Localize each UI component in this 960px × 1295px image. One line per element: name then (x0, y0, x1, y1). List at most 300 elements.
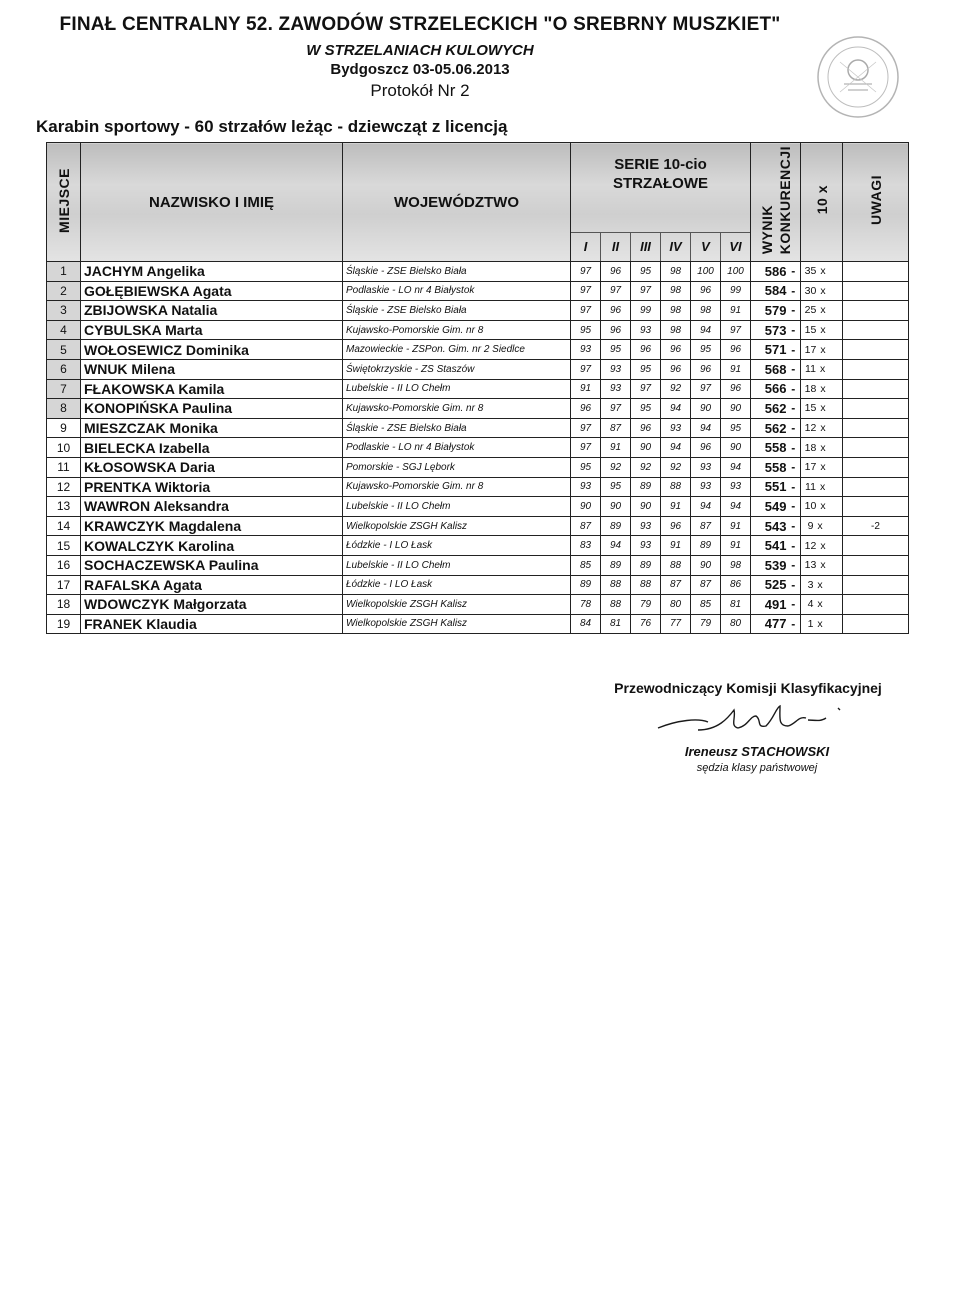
series-score: 96 (691, 281, 721, 301)
competitor-club: Lubelskie - II LO Chełm (343, 379, 571, 399)
tens-marker: x (817, 520, 823, 533)
tens-cell (801, 320, 843, 340)
table-row (47, 575, 909, 595)
competitor-club: Wielkopolskie ZSGH Kalisz (343, 516, 571, 536)
series-score: 93 (691, 477, 721, 497)
competitor-name: WOŁOSEWICZ Dominika (81, 340, 343, 360)
tens-cell (801, 477, 843, 497)
series-score: 93 (631, 320, 661, 340)
remark-cell: -2 (843, 516, 909, 536)
series-score: 96 (691, 359, 721, 379)
series-score: 93 (691, 457, 721, 477)
series-score: 97 (571, 438, 601, 458)
series-label: VI (720, 233, 750, 261)
series-score: 93 (631, 536, 661, 556)
remark-cell (843, 614, 909, 634)
series-score: 88 (631, 575, 661, 595)
series-score: 90 (601, 497, 631, 517)
series-score: 76 (631, 614, 661, 634)
competitor-name: WNUK Milena (81, 359, 343, 379)
competitor-club: Lubelskie - II LO Chełm (343, 555, 571, 575)
result-separator: - (787, 497, 801, 517)
series-score: 87 (601, 418, 631, 438)
competitor-club: Kujawsko-Pomorskie Gim. nr 8 (343, 399, 571, 419)
remark-cell (843, 340, 909, 360)
remark-cell (843, 320, 909, 340)
series-score: 90 (631, 438, 661, 458)
tens-marker: x (820, 422, 826, 435)
tens-cell (801, 379, 843, 399)
signature-block (598, 680, 898, 774)
series-score: 81 (601, 614, 631, 634)
series-score: 91 (721, 516, 751, 536)
table-row (47, 555, 909, 575)
series-score: 91 (721, 536, 751, 556)
table-row (47, 457, 909, 477)
tens-marker: x (817, 598, 823, 611)
tens-cell (801, 281, 843, 301)
result-separator: - (787, 340, 801, 360)
competitor-club: Lubelskie - II LO Chełm (343, 497, 571, 517)
official-stamp-icon (808, 32, 908, 122)
place-cell: 16 (47, 555, 81, 575)
series-score: 91 (661, 497, 691, 517)
competitor-club: Podlaskie - LO nr 4 Białystok (343, 438, 571, 458)
result-separator: - (787, 359, 801, 379)
series-score: 83 (571, 536, 601, 556)
header-name: NAZWISKO I IMIĘ (81, 143, 343, 262)
series-score: 87 (571, 516, 601, 536)
remark-cell (843, 301, 909, 321)
series-score: 96 (571, 399, 601, 419)
series-score: 87 (661, 575, 691, 595)
series-score: 94 (601, 536, 631, 556)
series-score: 92 (601, 457, 631, 477)
tens-marker: x (820, 304, 826, 317)
competitor-club: Pomorskie - SGJ Lębork (343, 457, 571, 477)
series-score: 97 (571, 281, 601, 301)
tens-cell (801, 438, 843, 458)
series-score: 97 (631, 379, 661, 399)
table-row (47, 536, 909, 556)
place-cell: 3 (47, 301, 81, 321)
tens-count: 15 (804, 402, 817, 415)
table-row (47, 379, 909, 399)
series-score: 97 (571, 359, 601, 379)
results-table (46, 142, 909, 634)
tens-cell (801, 359, 843, 379)
series-score: 95 (721, 418, 751, 438)
remark-cell (843, 575, 909, 595)
series-score: 96 (691, 438, 721, 458)
result-cell: 525 (751, 575, 787, 595)
series-score: 86 (721, 575, 751, 595)
tens-count: 12 (804, 422, 817, 435)
header-place: MIEJSCE (47, 143, 81, 262)
series-score: 93 (601, 379, 631, 399)
place-cell: 19 (47, 614, 81, 634)
result-cell: 584 (751, 281, 787, 301)
result-cell: 568 (751, 359, 787, 379)
results-body (47, 262, 909, 634)
tens-cell (801, 555, 843, 575)
competitor-name: KOWALCZYK Karolina (81, 536, 343, 556)
result-separator: - (787, 595, 801, 615)
result-cell: 551 (751, 477, 787, 497)
tens-count: 30 (804, 284, 817, 297)
result-separator: - (787, 614, 801, 634)
series-score: 100 (691, 262, 721, 282)
competitor-club: Podlaskie - LO nr 4 Białystok (343, 281, 571, 301)
place-cell: 15 (47, 536, 81, 556)
table-row (47, 516, 909, 536)
tens-marker: x (819, 480, 826, 493)
series-score: 90 (721, 438, 751, 458)
series-score: 90 (631, 497, 661, 517)
remark-cell (843, 359, 909, 379)
tens-marker: x (820, 461, 826, 474)
signatory-role: sędzia klasy państwowej (696, 762, 818, 774)
result-cell: 558 (751, 438, 787, 458)
series-score: 98 (661, 281, 691, 301)
result-cell: 549 (751, 497, 787, 517)
remark-cell (843, 379, 909, 399)
table-row (47, 497, 909, 517)
series-score: 93 (601, 359, 631, 379)
tens-count: 15 (804, 324, 817, 337)
series-score: 90 (721, 399, 751, 419)
competitor-name: GOŁĘBIEWSKA Agata (81, 281, 343, 301)
series-score: 97 (721, 320, 751, 340)
result-separator: - (787, 281, 801, 301)
series-score: 90 (571, 497, 601, 517)
series-score: 96 (721, 379, 751, 399)
remark-cell (843, 262, 909, 282)
tens-marker: x (820, 284, 826, 297)
competitor-club: Śląskie - ZSE Bielsko Biała (343, 262, 571, 282)
remark-cell (843, 555, 909, 575)
tens-marker: x (817, 617, 823, 630)
place-and-date: Bydgoszcz 03-05.06.2013 (330, 61, 510, 78)
result-cell: 541 (751, 536, 787, 556)
series-score: 98 (661, 320, 691, 340)
result-cell: 571 (751, 340, 787, 360)
competitor-name: KŁOSOWSKA Daria (81, 457, 343, 477)
series-score: 96 (631, 340, 661, 360)
series-score: 97 (691, 379, 721, 399)
series-score: 98 (661, 262, 691, 282)
series-score: 85 (571, 555, 601, 575)
competitor-club: Świętokrzyskie - ZS Staszów (343, 359, 571, 379)
series-score: 92 (661, 379, 691, 399)
tens-count: 18 (804, 382, 817, 395)
table-row (47, 477, 909, 497)
tens-count: 25 (804, 304, 817, 317)
series-numbers (571, 232, 750, 261)
remark-cell (843, 497, 909, 517)
remark-cell (843, 418, 909, 438)
series-score: 94 (691, 320, 721, 340)
series-score: 95 (601, 340, 631, 360)
table-row (47, 320, 909, 340)
series-score: 99 (721, 281, 751, 301)
tens-cell (801, 595, 843, 615)
series-score: 97 (571, 262, 601, 282)
series-score: 87 (691, 575, 721, 595)
tens-marker: x (820, 402, 826, 415)
series-score: 98 (721, 555, 751, 575)
series-score: 97 (571, 418, 601, 438)
competitor-name: BIELECKA Izabella (81, 438, 343, 458)
series-score: 96 (601, 301, 631, 321)
series-score: 89 (601, 555, 631, 575)
tens-cell (801, 418, 843, 438)
tens-count: 17 (804, 343, 817, 356)
series-score: 98 (661, 301, 691, 321)
tens-cell (801, 340, 843, 360)
tens-count: 9 (807, 520, 814, 533)
tens-cell (801, 575, 843, 595)
competitor-club: Kujawsko-Pomorskie Gim. nr 8 (343, 320, 571, 340)
series-score: 97 (571, 301, 601, 321)
series-score: 91 (721, 301, 751, 321)
tens-count: 13 (804, 559, 817, 572)
tens-cell (801, 301, 843, 321)
tens-count: 17 (804, 461, 817, 474)
place-cell: 11 (47, 457, 81, 477)
series-score: 80 (661, 595, 691, 615)
result-cell: 543 (751, 516, 787, 536)
tens-count: 1 (807, 617, 814, 630)
series-score: 92 (631, 457, 661, 477)
series-score: 89 (631, 555, 661, 575)
competitor-name: FRANEK Klaudia (81, 614, 343, 634)
competitor-club: Wielkopolskie ZSGH Kalisz (343, 614, 571, 634)
place-cell: 1 (47, 262, 81, 282)
remark-cell (843, 457, 909, 477)
tens-marker: x (820, 559, 826, 572)
tens-count: 4 (807, 598, 814, 611)
result-separator: - (787, 536, 801, 556)
series-score: 90 (691, 399, 721, 419)
competitor-club: Mazowieckie - ZSPon. Gim. nr 2 Siedlce (343, 340, 571, 360)
series-score: 97 (601, 399, 631, 419)
remark-cell (843, 477, 909, 497)
series-score: 94 (661, 438, 691, 458)
place-cell: 5 (47, 340, 81, 360)
series-score: 95 (571, 320, 601, 340)
series-label: V (690, 233, 720, 261)
place-cell: 4 (47, 320, 81, 340)
competitor-name: ZBIJOWSKA Natalia (81, 301, 343, 321)
series-score: 89 (571, 575, 601, 595)
result-cell: 562 (751, 399, 787, 419)
place-cell: 7 (47, 379, 81, 399)
series-score: 91 (661, 536, 691, 556)
series-score: 93 (631, 516, 661, 536)
series-score: 89 (631, 477, 661, 497)
series-label: III (630, 233, 660, 261)
place-cell: 14 (47, 516, 81, 536)
competitor-club: Śląskie - ZSE Bielsko Biała (343, 418, 571, 438)
series-score: 92 (661, 457, 691, 477)
tens-marker: x (817, 578, 823, 591)
series-score: 93 (571, 340, 601, 360)
place-cell: 2 (47, 281, 81, 301)
series-score: 93 (721, 477, 751, 497)
table-header-row (47, 143, 909, 262)
series-score: 94 (691, 497, 721, 517)
series-score: 85 (691, 595, 721, 615)
series-score: 96 (661, 516, 691, 536)
tens-marker: x (820, 382, 826, 395)
competitor-club: Kujawsko-Pomorskie Gim. nr 8 (343, 477, 571, 497)
remark-cell (843, 399, 909, 419)
competitor-name: WAWRON Aleksandra (81, 497, 343, 517)
series-score: 97 (631, 281, 661, 301)
result-separator: - (787, 301, 801, 321)
header-result: WYNIK KONKURENCJI (751, 143, 801, 262)
result-cell: 491 (751, 595, 787, 615)
series-label: I (583, 239, 588, 254)
series-score: 80 (721, 614, 751, 634)
series-score: 78 (571, 595, 601, 615)
series-score: 96 (661, 340, 691, 360)
remark-cell (843, 536, 909, 556)
place-cell: 10 (47, 438, 81, 458)
competitor-name: SOCHACZEWSKA Paulina (81, 555, 343, 575)
result-separator: - (787, 457, 801, 477)
result-cell: 566 (751, 379, 787, 399)
series-score: 95 (691, 340, 721, 360)
tens-marker: x (820, 500, 826, 513)
result-separator: - (787, 262, 801, 282)
series-score: 100 (721, 262, 751, 282)
series-score: 96 (631, 418, 661, 438)
competitor-club: Łódzkie - I LO Łask (343, 575, 571, 595)
header-remarks: UWAGI (843, 143, 909, 262)
place-cell: 17 (47, 575, 81, 595)
competitor-name: KONOPIŃSKA Paulina (81, 399, 343, 419)
tens-cell (801, 262, 843, 282)
signatory-name: Ireneusz STACHOWSKI (684, 744, 830, 759)
series-score: 88 (661, 555, 691, 575)
series-score: 94 (721, 497, 751, 517)
tens-cell (801, 457, 843, 477)
series-score: 89 (601, 516, 631, 536)
handwritten-signature-icon (638, 698, 858, 740)
place-cell: 12 (47, 477, 81, 497)
series-score: 95 (601, 477, 631, 497)
remark-cell (843, 438, 909, 458)
result-separator: - (787, 379, 801, 399)
series-score: 95 (571, 457, 601, 477)
document-subtitle: W STRZELANIACH KULOWYCH (306, 42, 534, 59)
signature-title: Przewodniczący Komisji Klasyfikacyjnej (614, 680, 882, 696)
series-score: 88 (601, 575, 631, 595)
result-separator: - (787, 418, 801, 438)
series-score: 96 (721, 340, 751, 360)
result-cell: 586 (751, 262, 787, 282)
competitor-club: Śląskie - ZSE Bielsko Biała (343, 301, 571, 321)
result-separator: - (787, 477, 801, 497)
remark-cell (843, 281, 909, 301)
tens-marker: x (820, 539, 826, 552)
table-row (47, 418, 909, 438)
series-score: 99 (631, 301, 661, 321)
series-score: 84 (571, 614, 601, 634)
series-score: 77 (661, 614, 691, 634)
header-region: WOJEWÓDZTWO (343, 143, 571, 262)
series-score: 96 (601, 320, 631, 340)
series-score: 95 (631, 359, 661, 379)
result-cell: 558 (751, 457, 787, 477)
tens-count: 18 (804, 441, 817, 454)
tens-cell (801, 614, 843, 634)
result-cell: 477 (751, 614, 787, 634)
series-score: 97 (601, 281, 631, 301)
competitor-name: JACHYM Angelika (81, 262, 343, 282)
series-score: 91 (601, 438, 631, 458)
series-score: 94 (661, 399, 691, 419)
result-separator: - (787, 575, 801, 595)
place-cell: 6 (47, 359, 81, 379)
series-score: 96 (601, 262, 631, 282)
tens-count: 11 (805, 363, 816, 376)
table-row (47, 281, 909, 301)
result-cell: 579 (751, 301, 787, 321)
series-score: 94 (691, 418, 721, 438)
result-separator: - (787, 438, 801, 458)
series-score: 88 (661, 477, 691, 497)
series-label: II (600, 233, 630, 261)
series-score: 96 (661, 359, 691, 379)
result-separator: - (787, 320, 801, 340)
tens-count: 10 (804, 500, 817, 513)
series-score: 79 (631, 595, 661, 615)
competitor-name: PRENTKA Wiktoria (81, 477, 343, 497)
competitor-name: MIESZCZAK Monika (81, 418, 343, 438)
document-title: FINAŁ CENTRALNY 52. ZAWODÓW STRZELECKICH "O SREBRNY MUSZKIET" (59, 14, 781, 35)
place-cell: 9 (47, 418, 81, 438)
competitor-name: KRAWCZYK Magdalena (81, 516, 343, 536)
place-cell: 18 (47, 595, 81, 615)
place-cell: 13 (47, 497, 81, 517)
header-series: SERIE 10-cio STRZAŁOWE I II III IV V VI (571, 143, 751, 262)
series-score: 90 (691, 555, 721, 575)
tens-marker: x (820, 265, 826, 278)
tens-marker: x (820, 343, 826, 356)
result-cell: 539 (751, 555, 787, 575)
remark-cell (843, 595, 909, 615)
tens-marker: x (819, 363, 826, 376)
series-score: 89 (691, 536, 721, 556)
result-cell: 573 (751, 320, 787, 340)
tens-marker: x (820, 324, 826, 337)
table-row (47, 438, 909, 458)
competitor-name: WDOWCZYK Małgorzata (81, 595, 343, 615)
tens-cell (801, 536, 843, 556)
series-score: 87 (691, 516, 721, 536)
header-tens: 10 x (801, 143, 843, 262)
competitor-name: RAFALSKA Agata (81, 575, 343, 595)
series-label: IV (660, 233, 690, 261)
series-score: 94 (721, 457, 751, 477)
tens-cell (801, 399, 843, 419)
place-cell: 8 (47, 399, 81, 419)
tens-count: 11 (805, 480, 816, 493)
series-score: 93 (571, 477, 601, 497)
